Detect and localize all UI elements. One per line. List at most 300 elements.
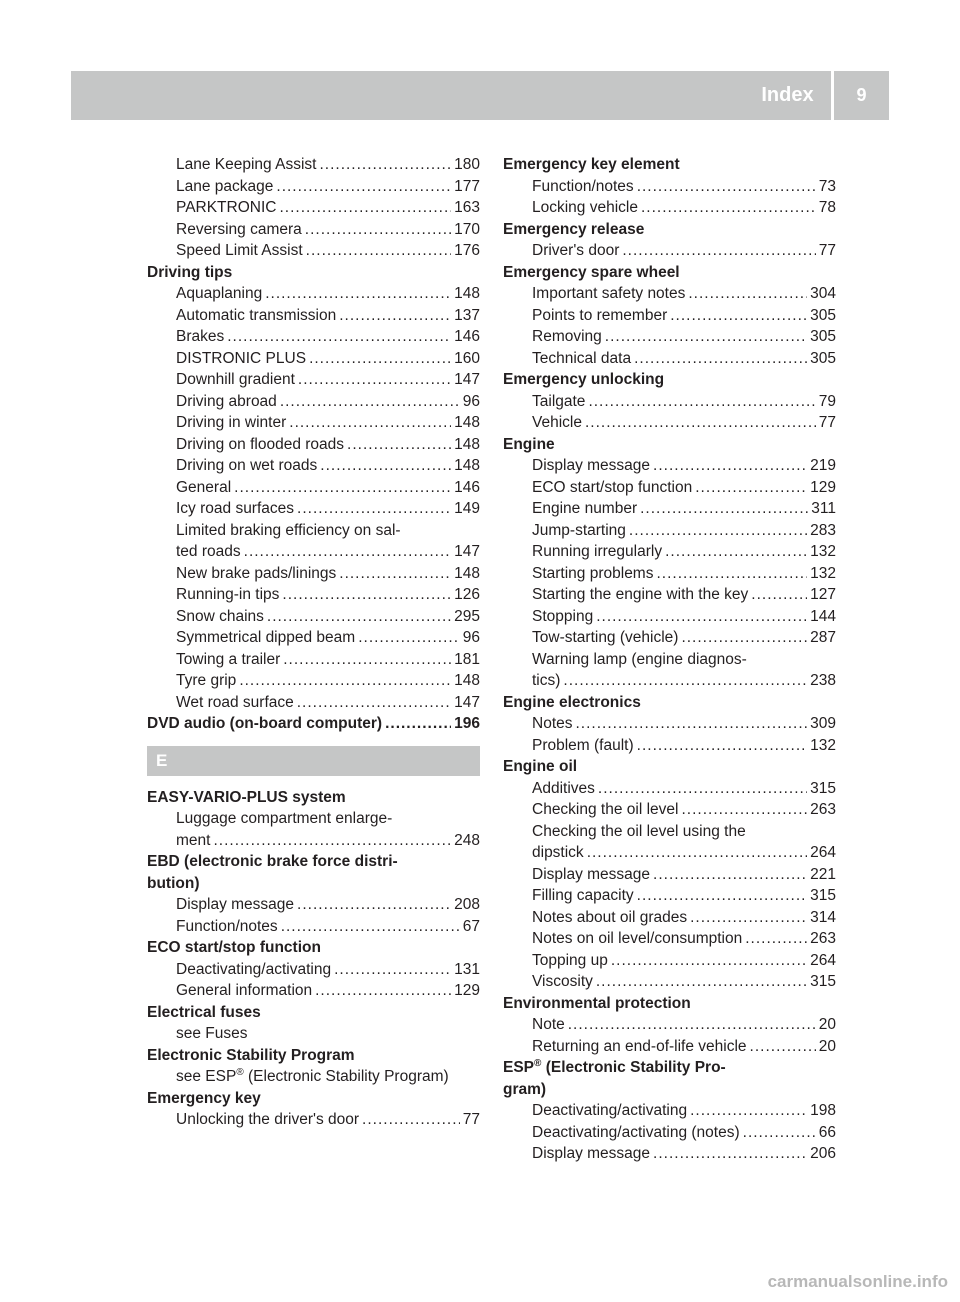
index-entry-label: Starting problems — [532, 564, 654, 582]
index-entry-label: DISTRONIC PLUS — [176, 349, 307, 367]
index-subentry[interactable] — [503, 670, 836, 692]
dot-leader — [289, 412, 451, 434]
index-subentry[interactable] — [503, 1122, 836, 1144]
index-entry-label: Deactivating/activating — [176, 960, 332, 978]
index-entry-heading — [147, 1002, 480, 1024]
index-entry-text — [176, 498, 294, 520]
index-subentry[interactable] — [147, 959, 480, 981]
index-entry-text — [176, 1066, 449, 1088]
index-subentry[interactable] — [147, 369, 480, 391]
dot-leader — [298, 369, 451, 391]
index-entry-label: Driving in winter — [176, 414, 287, 431]
index-entry-text — [176, 326, 224, 348]
page-reference[interactable]: 132 — [810, 543, 836, 560]
dot-leader — [568, 1014, 816, 1036]
index-subentry[interactable] — [147, 240, 480, 262]
index-entry-label: ment — [176, 831, 211, 849]
index-entry-label: Aquaplaning — [176, 285, 263, 302]
page-reference[interactable]: 219 — [810, 457, 836, 474]
index-entry-text — [532, 1122, 740, 1144]
dot-leader — [681, 627, 807, 649]
dot-leader — [234, 477, 451, 499]
index-entry-heading — [503, 154, 836, 176]
page-reference[interactable]: 148 — [454, 285, 480, 302]
page-reference[interactable]: 305 — [810, 306, 836, 324]
dot-leader — [358, 627, 460, 649]
index-entry-text — [147, 873, 200, 895]
page-reference[interactable]: 181 — [454, 650, 480, 668]
index-subentry[interactable] — [503, 455, 836, 477]
index-entry-label: Technical data — [532, 349, 632, 367]
page-reference[interactable]: 149 — [454, 500, 480, 517]
index-entry-text — [532, 305, 667, 327]
index-subentry[interactable] — [503, 520, 836, 542]
page-reference[interactable]: 305 — [810, 349, 836, 367]
page-reference[interactable]: 248 — [454, 831, 480, 849]
index-entry-label: Engine — [503, 435, 555, 453]
index-entry-label: New brake pads/linings — [176, 564, 337, 582]
page-reference[interactable]: 20 — [818, 1037, 836, 1055]
index-entry-label: EASY-VARIO-PLUS system — [147, 788, 346, 806]
index-entry-label: Checking the oil level — [532, 801, 679, 818]
index-subentry[interactable] — [147, 176, 480, 198]
index-entry-label: Problem (fault) — [532, 736, 634, 754]
index-entry-label: Important safety notes — [532, 285, 686, 302]
page-number: 9 — [856, 85, 867, 105]
page-reference[interactable]: 77 — [818, 414, 836, 431]
dot-leader — [265, 283, 451, 305]
index-entry-label: Engine oil — [503, 758, 578, 775]
index-entry-label: Display message — [176, 896, 295, 913]
page-reference[interactable]: 78 — [818, 199, 836, 216]
index-entry-text — [176, 541, 241, 563]
index-entry-label: Display message — [532, 865, 651, 883]
index-entry-label: Lane package — [176, 177, 274, 195]
index-entry-label: Additives — [532, 779, 595, 797]
index-entry-label: Running irregularly — [532, 543, 663, 560]
index-subentry[interactable] — [503, 283, 836, 305]
index-entry-label: Stopping — [532, 607, 594, 625]
index-subentry[interactable] — [503, 1143, 836, 1165]
dot-leader — [585, 412, 816, 434]
page-reference[interactable]: 73 — [818, 177, 836, 195]
page-reference[interactable]: 315 — [810, 779, 836, 797]
index-entry-label: ESP — [503, 1059, 535, 1076]
page-reference[interactable]: 206 — [810, 1145, 836, 1162]
index-subentry[interactable] — [503, 176, 836, 198]
page-reference[interactable]: 126 — [454, 586, 480, 603]
index-subentry[interactable] — [503, 477, 836, 499]
page-reference[interactable]: 160 — [454, 349, 480, 367]
index-subentry[interactable] — [503, 197, 836, 219]
page-reference[interactable]: 147 — [454, 543, 480, 560]
index-entry-label: bution) — [147, 874, 200, 892]
index-subentry[interactable] — [503, 1036, 836, 1058]
dot-leader — [213, 830, 451, 852]
index-entry-text — [532, 950, 608, 972]
page-reference[interactable]: 148 — [454, 457, 480, 474]
index-subentry[interactable] — [147, 541, 480, 563]
section-title: Index — [761, 84, 814, 106]
dot-leader — [276, 176, 451, 198]
page-reference[interactable]: 180 — [454, 156, 480, 173]
index-entry-label: Emergency release — [503, 220, 645, 238]
page-reference[interactable]: 208 — [454, 896, 480, 913]
index-entry-label-suffix: (Electronic Stability Pro- — [541, 1059, 726, 1076]
index-entry-label: Running-in tips — [176, 586, 280, 603]
page-reference[interactable]: 311 — [811, 500, 836, 517]
index-entry-heading — [147, 1045, 480, 1067]
index-entry-label: Driving tips — [147, 263, 233, 281]
index-subentry[interactable] — [503, 1014, 836, 1036]
page-reference[interactable]: 304 — [810, 285, 836, 302]
index-entry-label: dipstick — [532, 844, 584, 861]
page-reference[interactable]: 315 — [810, 887, 836, 904]
page-reference[interactable]: 283 — [810, 521, 836, 539]
index-subentry[interactable] — [147, 830, 480, 852]
index-entry-label: PARKTRONIC — [176, 199, 277, 216]
index-letter-heading: E — [147, 746, 480, 776]
dot-leader — [297, 498, 451, 520]
index-entry-label: Brakes — [176, 328, 225, 345]
index-subentry — [503, 821, 836, 843]
index-entry-label: Warning lamp (engine diagnos- — [532, 650, 747, 668]
index-subentry[interactable] — [503, 842, 836, 864]
index-entry-label: Driving abroad — [176, 392, 277, 410]
index-entry-label: Driving on flooded roads — [176, 435, 345, 453]
index-entry-text — [176, 176, 273, 198]
index-entry-text — [176, 283, 262, 305]
index-entry-label: Vehicle — [532, 414, 582, 431]
dot-leader — [280, 391, 460, 413]
page-reference[interactable]: 264 — [810, 844, 836, 861]
index-entry-label: Downhill gradient — [176, 371, 295, 388]
index-entry-label: Tyre grip — [176, 672, 237, 689]
index-entry-text — [532, 477, 692, 499]
page-reference[interactable]: 263 — [810, 801, 836, 818]
index-subentry[interactable] — [147, 584, 480, 606]
page-reference[interactable]: 146 — [454, 478, 480, 496]
index-subentry[interactable] — [147, 692, 480, 714]
page-reference[interactable]: 198 — [810, 1102, 836, 1119]
index-subentry[interactable] — [147, 305, 480, 327]
page-reference[interactable]: 132 — [810, 736, 836, 754]
dot-leader — [320, 455, 451, 477]
page-reference[interactable]: 66 — [818, 1123, 836, 1141]
index-entry-text — [147, 937, 321, 959]
dot-leader — [315, 980, 451, 1002]
index-entry-text — [532, 197, 638, 219]
index-entry-label: Tailgate — [532, 392, 586, 410]
dot-leader — [297, 894, 451, 916]
dot-leader — [665, 541, 807, 563]
index-subentry[interactable] — [147, 348, 480, 370]
page-reference[interactable]: 131 — [454, 960, 480, 978]
page-reference[interactable]: 196 — [454, 715, 480, 732]
index-subentry[interactable] — [503, 735, 836, 757]
index-subentry[interactable] — [503, 799, 836, 821]
page-reference[interactable]: 238 — [810, 672, 836, 689]
index-entry-text — [147, 851, 398, 873]
dot-leader — [563, 670, 807, 692]
page-reference[interactable]: 148 — [454, 564, 480, 582]
index-subentry[interactable] — [147, 477, 480, 499]
page-reference[interactable]: 295 — [454, 607, 480, 625]
page-reference[interactable]: 79 — [818, 392, 836, 410]
page-reference[interactable]: 127 — [810, 586, 836, 603]
index-entry-text — [532, 412, 582, 434]
index-entry-label: Wet road surface — [176, 693, 294, 711]
dot-leader — [681, 799, 807, 821]
index-entry-text — [503, 1057, 726, 1079]
dot-leader — [637, 176, 816, 198]
index-subentry[interactable] — [503, 606, 836, 628]
index-subentry[interactable] — [503, 907, 836, 929]
index-entry-label: Points to remember — [532, 306, 668, 324]
dot-leader — [750, 1036, 816, 1058]
index-entry-text — [176, 606, 264, 628]
index-subentry[interactable] — [147, 606, 480, 628]
index-entry-label: Engine electronics — [503, 693, 641, 711]
index-entry-label: DVD audio (on-board computer) — [147, 715, 383, 732]
index-subentry[interactable] — [147, 283, 480, 305]
page-reference[interactable]: 67 — [462, 917, 480, 935]
index-entry-text — [147, 262, 232, 284]
dot-leader — [279, 197, 451, 219]
dot-leader — [690, 907, 807, 929]
index-entry-text — [532, 455, 650, 477]
index-entry-label: Notes — [532, 715, 573, 732]
dot-leader — [239, 670, 451, 692]
index-entry-label: Luggage compartment enlarge- — [176, 810, 393, 827]
page-reference[interactable]: 147 — [454, 371, 480, 388]
index-subentry[interactable] — [147, 980, 480, 1002]
index-entry-label: Electronic Stability Program — [147, 1046, 355, 1064]
index-subentry[interactable] — [147, 916, 480, 938]
page-reference[interactable]: 137 — [454, 306, 480, 324]
page-reference[interactable]: 129 — [810, 478, 836, 496]
index-entry-label: Returning an end-of-life vehicle — [532, 1037, 747, 1055]
dot-leader — [588, 391, 815, 413]
page-reference[interactable]: 177 — [454, 177, 480, 195]
index-subentry[interactable] — [503, 326, 836, 348]
page-reference[interactable]: 132 — [810, 564, 836, 582]
page-reference[interactable]: 314 — [810, 908, 836, 926]
index-subentry[interactable] — [147, 894, 480, 916]
page-reference[interactable]: 20 — [818, 1016, 836, 1033]
page-reference[interactable]: 264 — [810, 951, 836, 969]
index-entry-text — [176, 830, 210, 852]
index-entry-text — [532, 541, 662, 563]
dot-leader — [653, 1143, 807, 1165]
index-entry-text — [503, 756, 577, 778]
dot-leader — [695, 477, 807, 499]
index-entry-text — [503, 1079, 546, 1101]
index-entry-text — [503, 154, 680, 176]
index-entry-label: Tow-starting (vehicle) — [532, 629, 679, 646]
index-entry-label: Engine number — [532, 500, 638, 517]
dot-leader — [637, 885, 807, 907]
page-reference[interactable]: 176 — [454, 242, 480, 259]
index-entry-label: Snow chains — [176, 607, 264, 625]
index-entry-label: General information — [176, 982, 313, 999]
index-entry-label: Symmetrical dipped beam — [176, 629, 356, 646]
index-subentry[interactable] — [147, 326, 480, 348]
page-reference[interactable]: 146 — [454, 328, 480, 345]
index-entry-text — [532, 326, 602, 348]
index-entry-text — [147, 1045, 355, 1067]
dot-leader — [306, 240, 451, 262]
page-reference[interactable]: 170 — [454, 220, 480, 238]
registered-mark: ® — [236, 1066, 244, 1078]
page-reference[interactable]: 305 — [810, 328, 836, 345]
index-entry-text — [532, 735, 634, 757]
index-subentry[interactable] — [147, 649, 480, 671]
page-reference[interactable]: 148 — [454, 672, 480, 689]
index-subentry[interactable] — [503, 864, 836, 886]
index-subentry[interactable] — [503, 348, 836, 370]
index-entry-text — [532, 928, 742, 950]
index-entry-text — [176, 348, 306, 370]
page-reference[interactable]: 221 — [810, 865, 836, 883]
index-subentry[interactable] — [503, 391, 836, 413]
index-subentry[interactable] — [147, 197, 480, 219]
index-entry-text — [176, 980, 312, 1002]
index-entry-label: Emergency key — [147, 1089, 261, 1107]
index-entry-label: Unlocking the driver's door — [176, 1111, 360, 1128]
index-entry-label: Emergency unlocking — [503, 371, 665, 388]
index-subentry[interactable] — [147, 219, 480, 241]
index-subentry[interactable] — [147, 1109, 480, 1131]
index-entry-text — [176, 477, 231, 499]
page-reference[interactable]: 148 — [454, 435, 480, 453]
index-entry-text — [532, 391, 585, 413]
page-reference[interactable]: 129 — [454, 982, 480, 999]
dot-leader — [319, 154, 451, 176]
index-subentry[interactable] — [503, 305, 836, 327]
index-entry-text — [532, 584, 748, 606]
index-subentry[interactable] — [503, 950, 836, 972]
index-entry-text — [176, 808, 392, 830]
index-subentry — [503, 649, 836, 671]
index-entry-text — [532, 1036, 747, 1058]
index-entry-label: General — [176, 478, 232, 496]
index-entry-text — [176, 894, 294, 916]
index-subentry[interactable] — [503, 627, 836, 649]
index-entry-label: Towing a trailer — [176, 650, 281, 668]
dot-leader — [347, 434, 451, 456]
index-entry-text — [503, 369, 664, 391]
index-entry-heading — [503, 692, 836, 714]
index-subentry[interactable] — [147, 563, 480, 585]
index-entry-label: ECO start/stop function — [147, 939, 321, 956]
index-entry-heading[interactable] — [147, 713, 480, 735]
index-entry-text — [176, 434, 344, 456]
index-entry-text — [176, 563, 336, 585]
index-entry-text — [176, 219, 302, 241]
index-entry-text — [532, 907, 687, 929]
page-reference[interactable]: 163 — [454, 199, 480, 216]
index-subentry[interactable] — [147, 670, 480, 692]
index-entry-label: Deactivating/activating — [532, 1102, 688, 1119]
page-reference[interactable]: 96 — [462, 392, 480, 410]
index-entry-text — [147, 1088, 261, 1110]
index-entry-heading — [147, 937, 480, 959]
page-reference[interactable]: 77 — [818, 242, 836, 259]
index-subentry[interactable] — [503, 713, 836, 735]
index-subentry[interactable] — [503, 541, 836, 563]
index-subentry[interactable] — [147, 154, 480, 176]
index-subentry[interactable] — [503, 1100, 836, 1122]
dot-leader — [622, 240, 815, 262]
index-subentry[interactable] — [503, 778, 836, 800]
index-entry-text — [176, 1109, 359, 1131]
index-entry-text — [532, 1100, 687, 1122]
page-reference[interactable]: 147 — [454, 693, 480, 711]
dot-leader — [637, 735, 807, 757]
index-entry-text — [532, 498, 637, 520]
page-reference[interactable]: 309 — [810, 715, 836, 732]
index-subentry[interactable] — [147, 434, 480, 456]
index-subentry[interactable] — [147, 627, 480, 649]
page-reference[interactable]: 287 — [810, 629, 836, 646]
index-entry-heading — [503, 756, 836, 778]
index-entry-label: gram) — [503, 1080, 547, 1098]
index-entry-text — [147, 1002, 261, 1024]
index-entry-text — [176, 240, 303, 262]
index-entry-label: Locking vehicle — [532, 199, 638, 216]
index-subentry[interactable] — [503, 563, 836, 585]
dot-leader — [688, 283, 807, 305]
page-reference[interactable]: 315 — [810, 973, 836, 990]
index-entry-text — [532, 713, 573, 735]
dot-leader — [227, 326, 451, 348]
index-subentry — [147, 1023, 480, 1045]
index-entry-text — [176, 670, 236, 692]
index-subentry[interactable] — [147, 498, 480, 520]
page-reference[interactable]: 77 — [462, 1111, 480, 1128]
index-entry-text — [532, 283, 685, 305]
page-reference[interactable]: 96 — [462, 629, 480, 646]
dot-leader — [385, 713, 451, 735]
dot-leader — [339, 305, 451, 327]
dot-leader — [656, 563, 807, 585]
page-reference[interactable]: 144 — [810, 607, 836, 625]
index-subentry[interactable] — [503, 498, 836, 520]
index-subentry[interactable] — [503, 412, 836, 434]
index-subentry[interactable] — [503, 971, 836, 993]
page-reference[interactable]: 148 — [454, 414, 480, 431]
dot-leader — [653, 455, 807, 477]
index-subentry[interactable] — [147, 412, 480, 434]
index-entry-label: Display message — [532, 457, 651, 474]
index-subentry[interactable] — [503, 240, 836, 262]
page-reference[interactable]: 263 — [810, 930, 836, 947]
index-entry-text — [532, 778, 595, 800]
index-subentry[interactable] — [147, 455, 480, 477]
index-subentry[interactable] — [503, 885, 836, 907]
index-subentry[interactable] — [147, 391, 480, 413]
index-entry-text — [176, 627, 355, 649]
index-entry-label: Function/notes — [532, 177, 634, 195]
index-subentry[interactable] — [503, 928, 836, 950]
index-entry-label: Checking the oil level using the — [532, 822, 746, 840]
index-subentry[interactable] — [503, 584, 836, 606]
dot-leader — [267, 606, 451, 628]
dot-leader — [670, 305, 807, 327]
index-entry-label: Filling capacity — [532, 887, 634, 904]
index-entry-label: Jump-starting — [532, 521, 626, 539]
